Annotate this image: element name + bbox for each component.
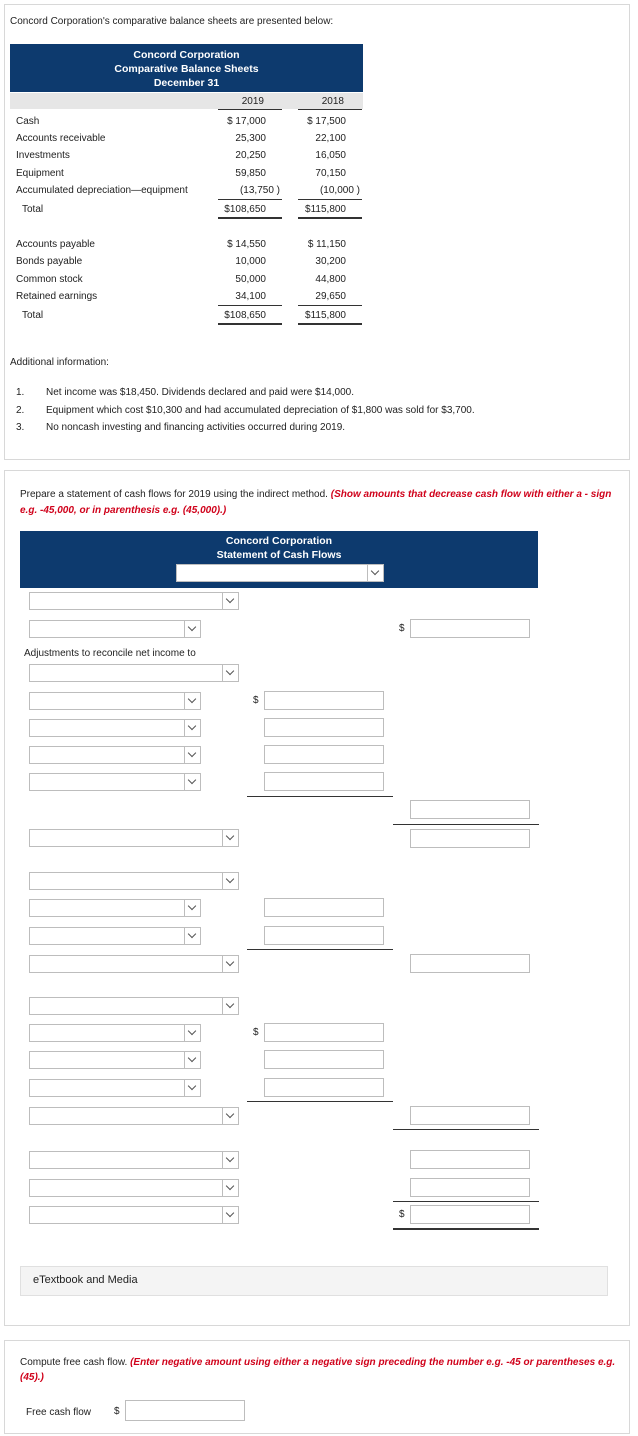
- assets-total-line-2: [298, 217, 362, 219]
- etextbook-media-button[interactable]: [20, 1266, 608, 1296]
- cf-instruction: Prepare a statement of cash flows for 2019 using the indirect method. (Show amounts that decrease cash flow with either a - sign: [20, 489, 612, 500]
- subtotal-line: [247, 1101, 393, 1102]
- chevron-down-icon: [222, 593, 238, 609]
- chevron-down-icon: [222, 1180, 238, 1196]
- line-select[interactable]: [29, 899, 201, 917]
- amount-input[interactable]: [264, 1050, 384, 1069]
- amount-input[interactable]: [264, 772, 384, 791]
- free-cash-flow-input[interactable]: [125, 1400, 245, 1421]
- line-select[interactable]: [29, 620, 201, 638]
- line-select[interactable]: [29, 997, 239, 1015]
- line-select[interactable]: [29, 872, 239, 890]
- chevron-down-icon: [184, 621, 200, 637]
- amount-input[interactable]: [410, 1205, 530, 1224]
- adjustments-label: Adjustments to reconcile net income to: [24, 648, 196, 659]
- dollar-sign: $: [399, 1209, 405, 1220]
- chevron-down-icon: [222, 665, 238, 681]
- line-select[interactable]: [29, 664, 239, 682]
- subtotal-line: [393, 1201, 539, 1202]
- intro-text: Concord Corporation's comparative balance sheets are presented below:: [10, 16, 334, 27]
- chevron-down-icon: [222, 1152, 238, 1168]
- chevron-down-icon: [184, 1025, 200, 1041]
- chevron-down-icon: [184, 774, 200, 790]
- liab-total-line-2: [298, 323, 362, 325]
- year-2019: 2019: [241, 96, 264, 107]
- chevron-down-icon: [222, 830, 238, 846]
- line-select[interactable]: [29, 592, 239, 610]
- chevron-down-icon: [222, 998, 238, 1014]
- amount-input[interactable]: [410, 1178, 530, 1197]
- chevron-down-icon: [184, 900, 200, 916]
- dollar-sign: $: [253, 1027, 259, 1038]
- period-select[interactable]: [176, 564, 384, 582]
- total-double-line: [393, 1228, 539, 1230]
- amount-input[interactable]: [264, 718, 384, 737]
- line-select[interactable]: [29, 1151, 239, 1169]
- amount-input[interactable]: [410, 619, 530, 638]
- subtotal-line: [247, 949, 393, 950]
- amount-input[interactable]: [264, 745, 384, 764]
- line-select[interactable]: [29, 692, 201, 710]
- additional-heading: Additional information:: [10, 357, 109, 368]
- line-select[interactable]: [29, 927, 201, 945]
- assets-total-line-1: [218, 217, 282, 219]
- free-cash-flow-panel: [4, 1340, 630, 1434]
- amount-input[interactable]: [410, 1150, 530, 1169]
- liab-total-line-1: [218, 323, 282, 325]
- line-select[interactable]: [29, 1206, 239, 1224]
- cash-flow-header: [20, 531, 538, 588]
- bs-title: Comparative Balance Sheets: [114, 63, 259, 75]
- chevron-down-icon: [184, 693, 200, 709]
- bs-date: December 31: [153, 77, 220, 89]
- line-select[interactable]: [29, 746, 201, 764]
- amount-input[interactable]: [410, 1106, 530, 1125]
- fcf-dollar: $: [114, 1406, 120, 1417]
- chevron-down-icon: [222, 1108, 238, 1124]
- line-select[interactable]: [29, 1051, 201, 1069]
- liab-subtotal-line-1: [218, 305, 282, 306]
- cf-company: Concord Corporation: [225, 535, 333, 547]
- amount-input[interactable]: [410, 800, 530, 819]
- liab-subtotal-line-2: [298, 305, 362, 306]
- amount-input[interactable]: [264, 898, 384, 917]
- amount-input[interactable]: [264, 691, 384, 710]
- year-underline-1: [218, 109, 282, 110]
- dollar-sign: $: [399, 623, 405, 634]
- assets-subtotal-line-2: [298, 199, 362, 200]
- chevron-down-icon: [184, 928, 200, 944]
- chevron-down-icon: [184, 720, 200, 736]
- amount-input[interactable]: [264, 1023, 384, 1042]
- chevron-down-icon: [222, 956, 238, 972]
- cf-instruction-cont: e.g. -45,000, or in parenthesis e.g. (45,000).): [20, 505, 227, 516]
- line-select[interactable]: [29, 1179, 239, 1197]
- amount-input[interactable]: [410, 829, 530, 848]
- balance-sheet-header: [10, 44, 363, 92]
- line-select[interactable]: [29, 955, 239, 973]
- dollar-sign: $: [253, 695, 259, 706]
- line-select[interactable]: [29, 1079, 201, 1097]
- chevron-down-icon: [184, 747, 200, 763]
- year-2018: 2018: [321, 96, 344, 107]
- chevron-down-icon: [184, 1080, 200, 1096]
- line-select[interactable]: [29, 1107, 239, 1125]
- etextbook-label: eTextbook and Media: [33, 1274, 138, 1286]
- fcf-instruction: Compute free cash flow. (Enter negative amount using either a negative sign preceding the number e.g. -45 or parentheses e.g.: [20, 1357, 616, 1368]
- cf-title: Statement of Cash Flows: [216, 549, 342, 561]
- chevron-down-icon: [184, 1052, 200, 1068]
- year-underline-2: [298, 109, 362, 110]
- subtotal-line: [393, 824, 539, 825]
- line-select[interactable]: [29, 1024, 201, 1042]
- amount-input[interactable]: [264, 926, 384, 945]
- chevron-down-icon: [222, 873, 238, 889]
- chevron-down-icon: [367, 565, 383, 581]
- line-select[interactable]: [29, 719, 201, 737]
- amount-input[interactable]: [410, 954, 530, 973]
- bs-company: Concord Corporation: [133, 49, 240, 61]
- chevron-down-icon: [222, 1207, 238, 1223]
- subtotal-line: [247, 796, 393, 797]
- fcf-instruction-cont: (45).): [20, 1372, 44, 1383]
- assets-subtotal-line-1: [218, 199, 282, 200]
- fcf-label: Free cash flow: [26, 1407, 92, 1418]
- line-select[interactable]: [29, 829, 239, 847]
- subtotal-line: [393, 1129, 539, 1130]
- amount-input[interactable]: [264, 1078, 384, 1097]
- line-select[interactable]: [29, 773, 201, 791]
